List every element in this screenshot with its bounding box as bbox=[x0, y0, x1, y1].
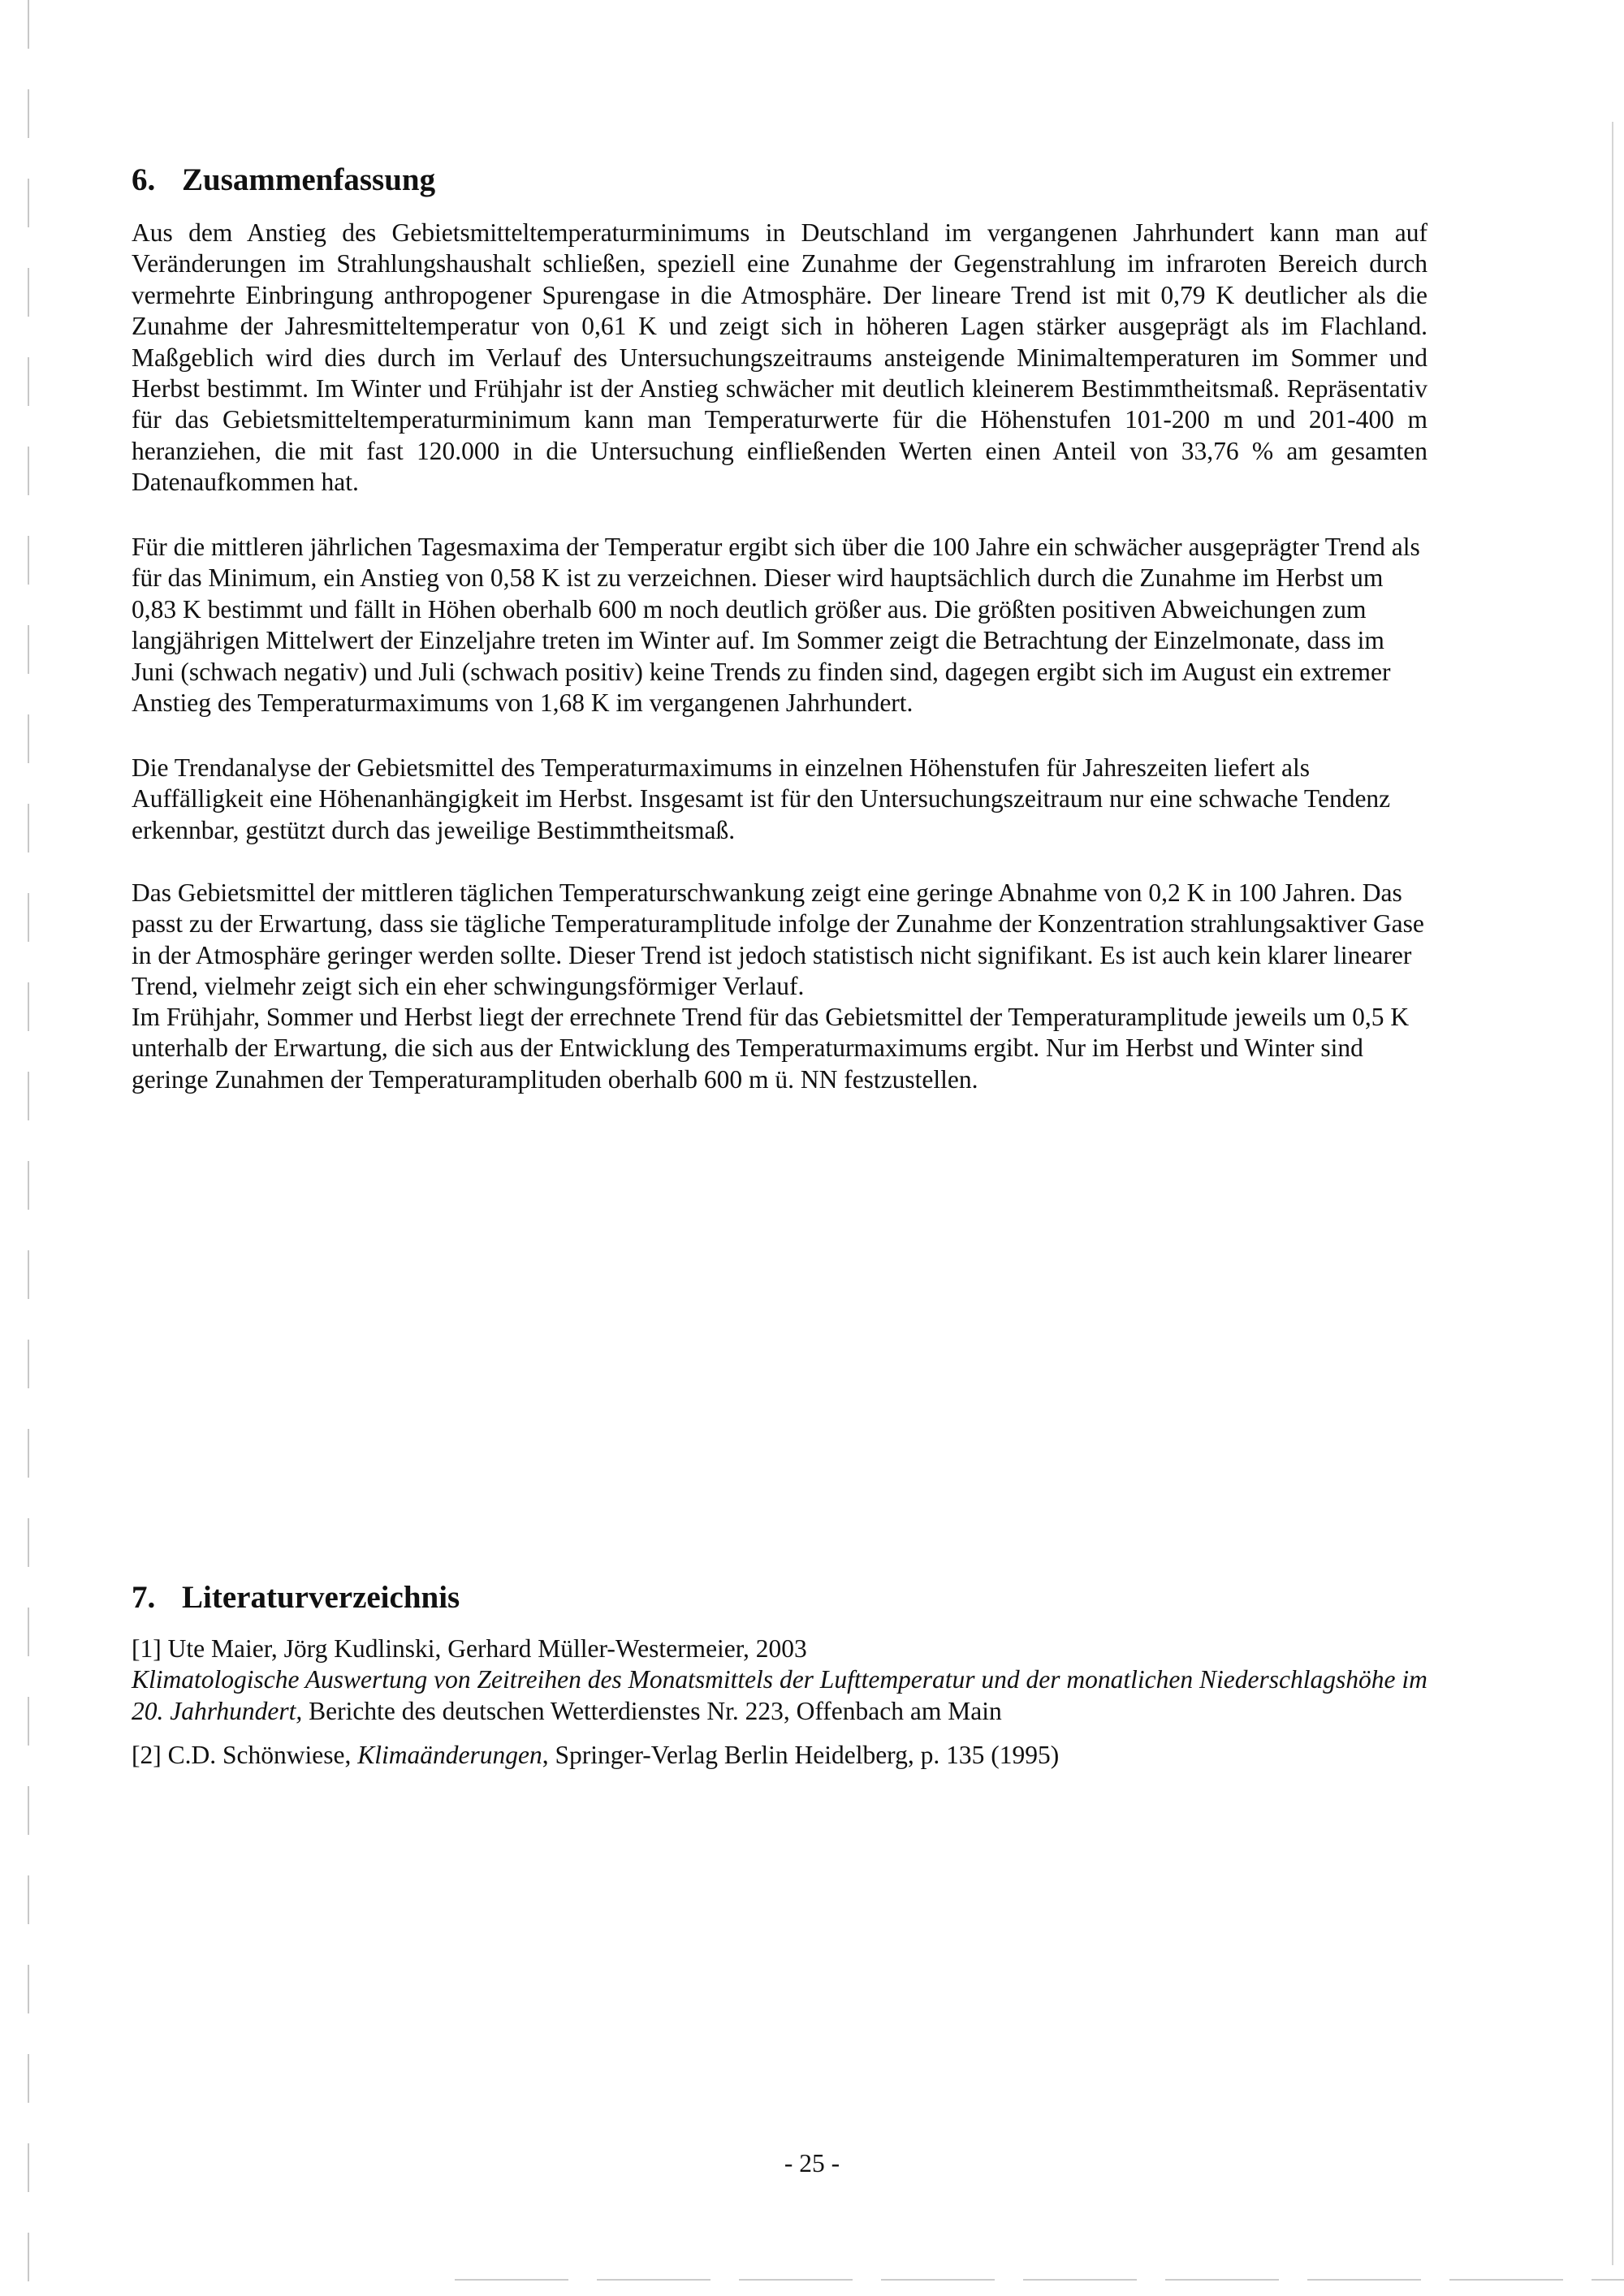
reference-item-2 bbox=[132, 1740, 1463, 1771]
summary-paragraph-5: Im Frühjahr, Sommer und Herbst liegt der errechnete Trend für das Gebietsmittel der Temperaturamplitude jeweils um 0,5 K unterhalb der Erwartung, die sich aus der Entwicklung des Temperaturmaximums ergibt. Nur im Herbst und Winter sind geringe Zunahmen der Temperaturamplituden oberhalb 600 m ü. NN festzustellen. bbox=[132, 1003, 1410, 1094]
scan-edge-left bbox=[28, 0, 29, 2296]
reference-2-source: , Springer-Verlag Berlin Heidelberg, p. 135 (1995) bbox=[542, 1741, 1060, 1770]
section-7-number: 7. bbox=[132, 1580, 156, 1615]
reference-1-source: Berichte des deutschen Wetterdienstes Nr. 223, Offenbach am Main bbox=[309, 1696, 1002, 1725]
section-7-title: Literaturverzeichnis bbox=[182, 1580, 460, 1615]
reference-2-title: Klimaänderungen bbox=[357, 1741, 542, 1770]
page-number: - 25 - bbox=[784, 2149, 840, 2177]
reference-1-authors: Ute Maier, Jörg Kudlinski, Gerhard Müller-Westermeier, 2003 bbox=[167, 1634, 807, 1663]
reference-1-title: Klimatologische Auswertung von Zeitreihen des Monatsmittels der Lufttemperatur und der monatlichen Niederschlagshöhe im 20. Jahrhundert, bbox=[132, 1665, 1427, 1725]
reference-2-label: [2] bbox=[132, 1741, 162, 1770]
summary-paragraph-4: Das Gebietsmittel der mittleren täglichen Temperaturschwankung zeigt eine geringe Abnahme von 0,2 K in 100 Jahren. Das passt zu der Erwartung, dass sie tägliche Temperaturamplitude infolge der Zunahme der Konzentration strahlungsaktiver Gase in der Atmosphäre geringer werden sollte. Dieser Trend ist jedoch statistisch nicht signifikant. Es ist auch kein klarer linearer Trend, vielmehr zeigt sich ein eher schwingungsförmiger Verlauf. bbox=[132, 878, 1424, 1001]
section-6-title: Zusammenfassung bbox=[182, 162, 436, 197]
summary-paragraph-3: Die Trendanalyse der Gebietsmittel des Temperaturmaximums in einzelnen Höhenstufen für Jahreszeiten liefert als Auffälligkeit eine Höhenanhängigkeit im Herbst. Insgesamt ist für den Untersuchungszeitraum nur eine schwache Tendenz erkennbar, gestützt durch das jeweilige Bestimmtheitsmaß. bbox=[132, 753, 1391, 844]
section-6-heading bbox=[132, 161, 435, 200]
summary-paragraph-1: Aus dem Anstieg des Gebietsmitteltemperaturminimums in Deutschland im vergangenen Jahrhundert kann man auf Veränderungen im Strahlungshaushalt schließen, speziell eine Zunahme der Gegenstrahlung im infraroten Bereich durch vermehrte Einbringung anthropogener Spurengase in die Atmosphäre. Der lineare Trend ist mit 0,79 K deutlicher als die Zunahme der Jahresmitteltemperatur von 0,61 K und zeigt sich in höheren Lagen stärker ausgeprägt als im Flachland. Maßgeblich wird dies durch im Verlauf des Untersuchungszeitraums ansteigende Minimaltemperaturen im Sommer und Herbst bestimmt. Im Winter und Frühjahr ist der Anstieg schwächer mit deutlich kleinerem Bestimmtheitsmaß. Repräsentativ für das Gebietsmitteltemperaturminimum kann man Temperaturwerte für die Höhenstufen 101-200 m und 201-400 m heranziehen, die mit fast 120.000 in die Untersuchung einfließenden Werten einen Anteil von 33,76 % am gesamten Datenaufkommen hat. bbox=[132, 218, 1427, 497]
summary-paragraph-2: Für die mittleren jährlichen Tagesmaxima der Temperatur ergibt sich über die 100 Jahre ein schwächer ausgeprägter Trend als für das Minimum, ein Anstieg von 0,58 K ist zu verzeichnen. Dieser wird hauptsächlich durch die Zunahme im Herbst um 0,83 K bestimmt und fällt in Höhen oberhalb 600 m noch deutlich größer aus. Die größten positiven Abweichungen zum langjährigen Mittelwert der Einzeljahre treten im Winter auf. Im Sommer zeigt die Betrachtung der Einzelmonate, dass im Juni (schwach negativ) und Juli (schwach positiv) keine Trends zu finden sind, dagegen ergibt sich im August ein extremer Anstieg des Temperaturmaximums von 1,68 K im vergangenen Jahrhundert. bbox=[132, 533, 1420, 718]
reference-gap bbox=[132, 1727, 1463, 1740]
section-7-heading bbox=[132, 1578, 460, 1617]
scan-edge-bottom bbox=[455, 2279, 1624, 2281]
reference-item-1 bbox=[132, 1634, 1463, 1727]
reference-2-authors: C.D. Schönwiese, bbox=[167, 1741, 352, 1770]
reference-list bbox=[132, 1634, 1463, 1772]
reference-1-label: [1] bbox=[132, 1634, 162, 1663]
section-6-number: 6. bbox=[132, 162, 156, 197]
scan-edge-right bbox=[1612, 122, 1613, 2265]
